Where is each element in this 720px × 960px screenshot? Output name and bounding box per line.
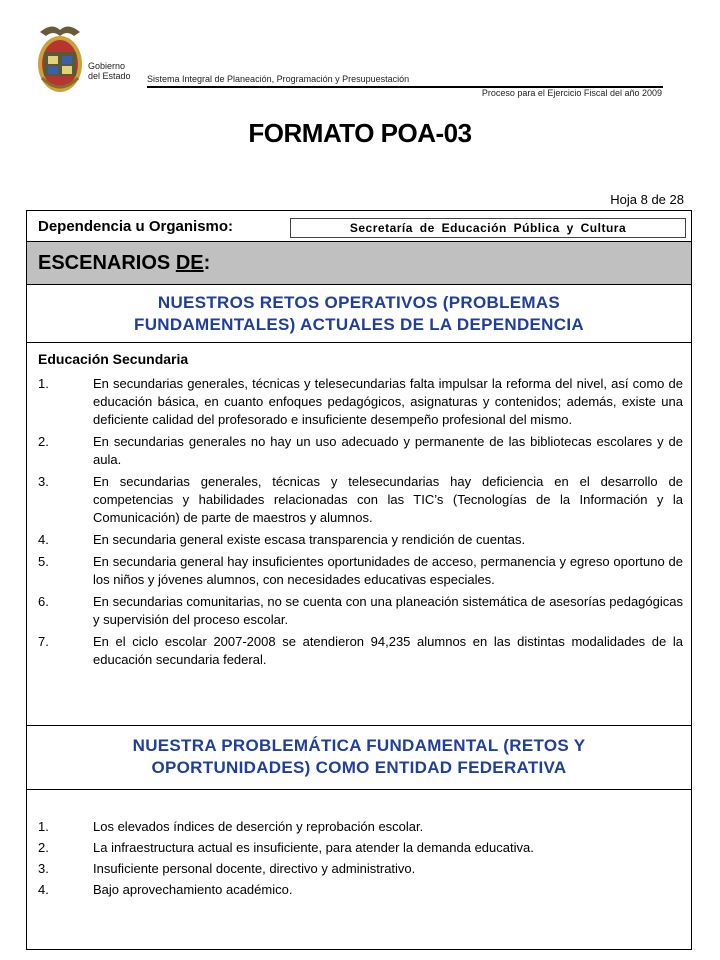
item-number: 2. bbox=[38, 434, 49, 449]
dependencia-row bbox=[27, 211, 691, 242]
retos-list bbox=[27, 375, 691, 673]
problematica-title-line2: OPORTUNIDADES) COMO ENTIDAD FEDERATIVA bbox=[151, 758, 567, 777]
gobierno-label bbox=[88, 61, 131, 81]
item-number: 5. bbox=[38, 554, 49, 569]
list-item bbox=[27, 860, 691, 878]
retos-title bbox=[27, 292, 691, 336]
item-text: Insuficiente personal docente, directivo y administrativo. bbox=[93, 861, 416, 876]
page-header bbox=[0, 0, 720, 130]
item-text: En secundarias generales, técnicas y telesecundarias hay deficiencia en el desarrollo de competencias y habilidades relacionadas con las TIC’s (Tecnologías de la Información y la Comunicación) de parte de maestros y alumnos. bbox=[93, 474, 683, 525]
dependencia-value: Secretaría de Educación Pública y Cultura bbox=[290, 218, 686, 238]
dependencia-label: Dependencia u Organismo: bbox=[38, 218, 234, 235]
escenarios-label bbox=[38, 252, 210, 275]
item-text: En secundarias generales, técnicas y telesecundarias falta impulsar la reforma del nivel, así como de educación básica, en cuanto enfoques pedagógicos, asignaturas y contenidos; además, existe una deficiente calidad del profesorado e insuficiente desempeño profesional del mismo. bbox=[93, 376, 683, 427]
item-number: 3. bbox=[38, 861, 49, 876]
retos-title-line1: NUESTROS RETOS OPERATIVOS (PROBLEMAS bbox=[157, 293, 561, 312]
escenarios-underlined: DE bbox=[175, 252, 204, 274]
list-item bbox=[27, 375, 691, 429]
item-text: Bajo aprovechamiento académico. bbox=[93, 882, 293, 897]
item-number: 7. bbox=[38, 634, 49, 649]
item-text: Los elevados índices de deserción y reprobación escolar. bbox=[93, 819, 424, 834]
problematica-title-line1: NUESTRA PROBLEMÁTICA FUNDAMENTAL (RETOS Y bbox=[132, 736, 586, 755]
item-number: 3. bbox=[38, 474, 49, 489]
retos-subtitle: Educación Secundaria bbox=[38, 351, 189, 367]
retos-body bbox=[27, 343, 691, 726]
list-item bbox=[27, 531, 691, 549]
list-item bbox=[27, 473, 691, 527]
item-text: La infraestructura actual es insuficiente, para atender la demanda educativa. bbox=[93, 840, 534, 855]
item-text: En secundarias generales no hay un uso adecuado y permanente de las bibliotecas escolares y de aula. bbox=[93, 434, 683, 467]
escenarios-row bbox=[27, 242, 691, 285]
list-item bbox=[27, 818, 691, 836]
gobierno-line1: Gobierno bbox=[88, 61, 126, 71]
list-item bbox=[27, 633, 691, 669]
escenarios-prefix: ESCENARIOS bbox=[38, 252, 176, 274]
list-item bbox=[27, 553, 691, 589]
item-number: 1. bbox=[38, 819, 49, 834]
retos-heading-row bbox=[27, 285, 691, 343]
item-number: 1. bbox=[38, 376, 49, 391]
form-frame bbox=[26, 210, 692, 950]
item-text: En el ciclo escolar 2007-2008 se atendieron 94,235 alumnos en las distintas modalidades de la educación secundaria federal. bbox=[93, 634, 683, 667]
sheet-number: Hoja 8 de 28 bbox=[610, 192, 684, 207]
item-number: 4. bbox=[38, 882, 49, 897]
item-number: 6. bbox=[38, 594, 49, 609]
item-text: En secundaria general hay insuficientes oportunidades de acceso, permanencia y egreso oportuno de los niños y jóvenes alumnos, con necesidades educativas especiales. bbox=[93, 554, 683, 587]
escenarios-suffix: : bbox=[203, 252, 211, 274]
gobierno-line2: del Estado bbox=[88, 71, 131, 81]
list-item bbox=[27, 593, 691, 629]
problematica-title bbox=[27, 735, 691, 779]
list-item bbox=[27, 881, 691, 899]
state-seal-logo bbox=[34, 18, 86, 96]
problematica-heading-row bbox=[27, 726, 691, 790]
retos-title-line2: FUNDAMENTALES) ACTUALES DE LA DEPENDENCIA bbox=[134, 315, 584, 334]
item-number: 2. bbox=[38, 840, 49, 855]
problematica-list bbox=[27, 818, 691, 902]
item-text: En secundaria general existe escasa transparencia y rendición de cuentas. bbox=[93, 532, 526, 547]
page-title: FORMATO POA-03 bbox=[248, 118, 472, 148]
system-name: Sistema Integral de Planeación, Programación y Presupuestación bbox=[147, 74, 410, 84]
list-item bbox=[27, 433, 691, 469]
item-number: 4. bbox=[38, 532, 49, 547]
list-item bbox=[27, 839, 691, 857]
process-label: Proceso para el Ejercicio Fiscal del año 2009 bbox=[481, 88, 662, 98]
item-text: En secundarias comunitarias, no se cuenta con una planeación sistemática de asesorías pedagógicas y supervisión del proceso escolar. bbox=[93, 594, 683, 627]
problematica-body bbox=[27, 790, 691, 949]
